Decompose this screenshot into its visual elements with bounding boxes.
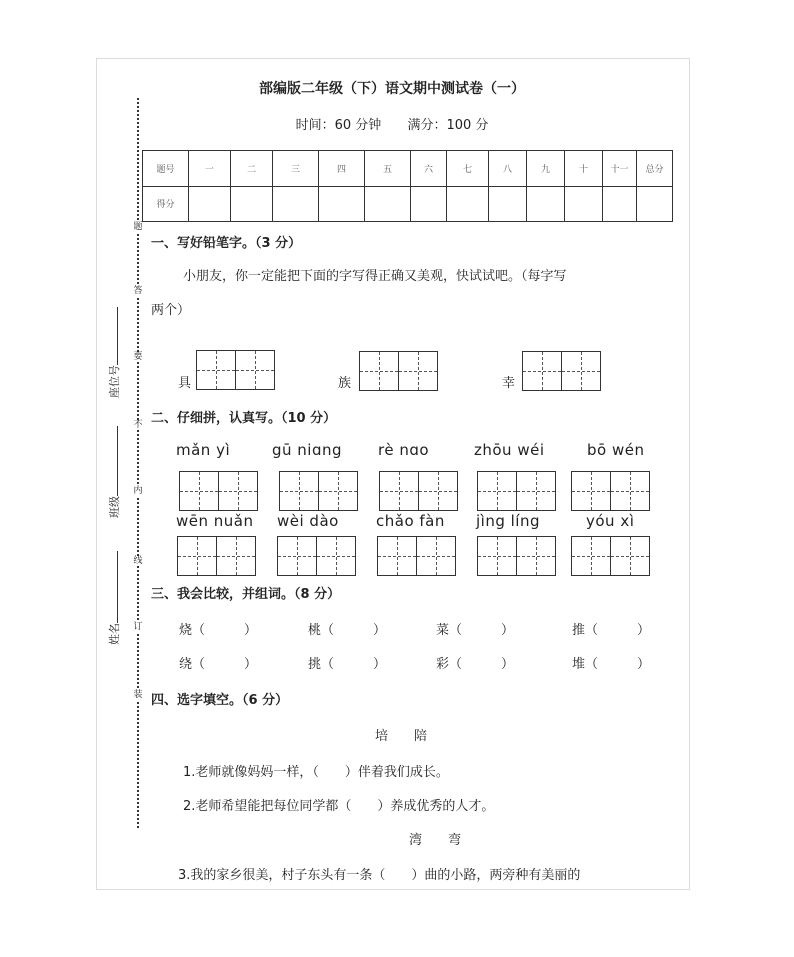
score-blank[interactable] (365, 186, 411, 222)
word-choice-pair: 培 陪 (375, 729, 428, 744)
writing-grid[interactable] (477, 471, 556, 511)
compare-word-item[interactable]: 推（ ） (572, 623, 651, 638)
seal-char: 不 (133, 420, 143, 430)
seal-char: 要 (133, 352, 143, 362)
section1-instruction-1: 小朋友，你一定能把下面的字写得正确又美观，快试试吧。（每字写 (183, 269, 567, 284)
exam-title: 部编版二年级（下）语文期中测试卷（一） (259, 81, 525, 97)
seal-char: 订 (133, 622, 143, 632)
score-blank[interactable] (527, 186, 565, 222)
writing-grid[interactable] (522, 351, 601, 391)
practice-char: 族 (338, 376, 352, 391)
fill-in-question[interactable]: 2.老师希望能把每位同学都（ ）养成优秀的人才。 (183, 799, 495, 814)
score-blank[interactable] (447, 186, 489, 222)
score-blank[interactable] (319, 186, 365, 222)
table-cell: 九 (527, 151, 565, 187)
table-cell: 五 (365, 151, 411, 187)
writing-grid[interactable] (279, 471, 358, 511)
time-limit: 时间：60 分钟 (295, 118, 382, 133)
score-blank[interactable] (637, 186, 673, 222)
writing-grid[interactable] (177, 536, 256, 576)
pinyin-label: mǎn yì (176, 441, 231, 459)
word-choice-pair: 湾 弯 (409, 833, 462, 848)
name-field[interactable] (106, 551, 122, 645)
table-cell: 六 (411, 151, 447, 187)
score-blank[interactable] (565, 186, 603, 222)
pinyin-label: zhōu wéi (474, 441, 545, 459)
seal-char: 内 (133, 486, 143, 496)
class-label: 班级 (108, 496, 121, 518)
exam-info (96, 114, 688, 133)
class-field[interactable] (106, 426, 122, 518)
writing-grid[interactable] (196, 350, 275, 390)
score-blank[interactable] (231, 186, 273, 222)
section1-instruction-2: 两个） (151, 303, 191, 318)
writing-grid[interactable] (179, 471, 258, 511)
table-cell: 二 (231, 151, 273, 187)
name-label: 姓名 (108, 623, 121, 645)
table-cell: 总分 (637, 151, 673, 187)
seat-number-blank[interactable] (109, 307, 118, 365)
seal-char: 装 (133, 690, 143, 700)
table-cell: 十 (565, 151, 603, 187)
score-blank[interactable] (489, 186, 527, 222)
writing-grid[interactable] (377, 536, 456, 576)
pinyin-label: jìng líng (476, 512, 540, 530)
pinyin-label: wēn nuǎn (176, 512, 254, 530)
table-cell: 一 (189, 151, 231, 187)
pinyin-label: chǎo fàn (376, 512, 445, 530)
compare-word-item[interactable]: 菜（ ） (436, 623, 515, 638)
score-table (142, 150, 673, 222)
fill-in-question[interactable]: 1.老师就像妈妈一样，（ ）伴着我们成长。 (183, 765, 449, 780)
score-blank[interactable] (273, 186, 319, 222)
score-blank[interactable] (411, 186, 447, 222)
writing-grid[interactable] (277, 536, 356, 576)
table-cell: 得分 (143, 186, 189, 222)
section2-title: 二、仔细拼，认真写。（10 分） (151, 411, 337, 426)
seal-char: 答 (133, 286, 143, 296)
writing-grid[interactable] (571, 536, 650, 576)
score-blank[interactable] (189, 186, 231, 222)
pinyin-label: bō wén (587, 441, 645, 459)
table-cell: 七 (447, 151, 489, 187)
seat-number-field[interactable] (106, 307, 122, 398)
writing-grid[interactable] (359, 351, 438, 391)
section4-title: 四、选字填空。（6 分） (151, 693, 289, 708)
section1-title: 一、写好铅笔字。（3 分） (151, 236, 302, 251)
compare-word-item[interactable]: 桃（ ） (308, 623, 387, 638)
pinyin-label: gū niɑng (272, 441, 343, 459)
writing-grid[interactable] (571, 471, 650, 511)
seal-char: 线 (133, 556, 143, 566)
pinyin-label: yóu xì (586, 512, 635, 530)
pinyin-label: wèi dào (277, 512, 339, 530)
table-cell: 十一 (603, 151, 637, 187)
writing-grid[interactable] (477, 536, 556, 576)
score-table-score-row (143, 186, 673, 222)
score-blank[interactable] (603, 186, 637, 222)
seat-number-label: 座位号 (108, 365, 121, 398)
binding-dotted-line (137, 98, 139, 828)
compare-word-item[interactable]: 彩（ ） (436, 657, 515, 672)
practice-char: 具 (178, 376, 192, 391)
name-blank[interactable] (109, 551, 118, 623)
table-cell: 三 (273, 151, 319, 187)
score-table-header-row (143, 151, 673, 187)
table-cell: 题号 (143, 151, 189, 187)
compare-word-item[interactable]: 堆（ ） (572, 657, 651, 672)
compare-word-item[interactable]: 挑（ ） (308, 657, 387, 672)
class-blank[interactable] (109, 426, 118, 496)
writing-grid[interactable] (379, 471, 458, 511)
practice-char: 幸 (502, 376, 516, 391)
compare-word-item[interactable]: 烧（ ） (179, 623, 258, 638)
table-cell: 八 (489, 151, 527, 187)
pinyin-label: rè nɑo (378, 441, 430, 459)
section3-title: 三、我会比较，并组词。（8 分） (151, 587, 341, 602)
full-score: 满分：100 分 (407, 118, 489, 133)
table-cell: 四 (319, 151, 365, 187)
seal-char: 题 (133, 222, 143, 232)
fill-in-question[interactable]: 3.我的家乡很美，村子东头有一条（ ）曲的小路，两旁种有美丽的 (178, 868, 581, 883)
compare-word-item[interactable]: 绕（ ） (179, 657, 258, 672)
